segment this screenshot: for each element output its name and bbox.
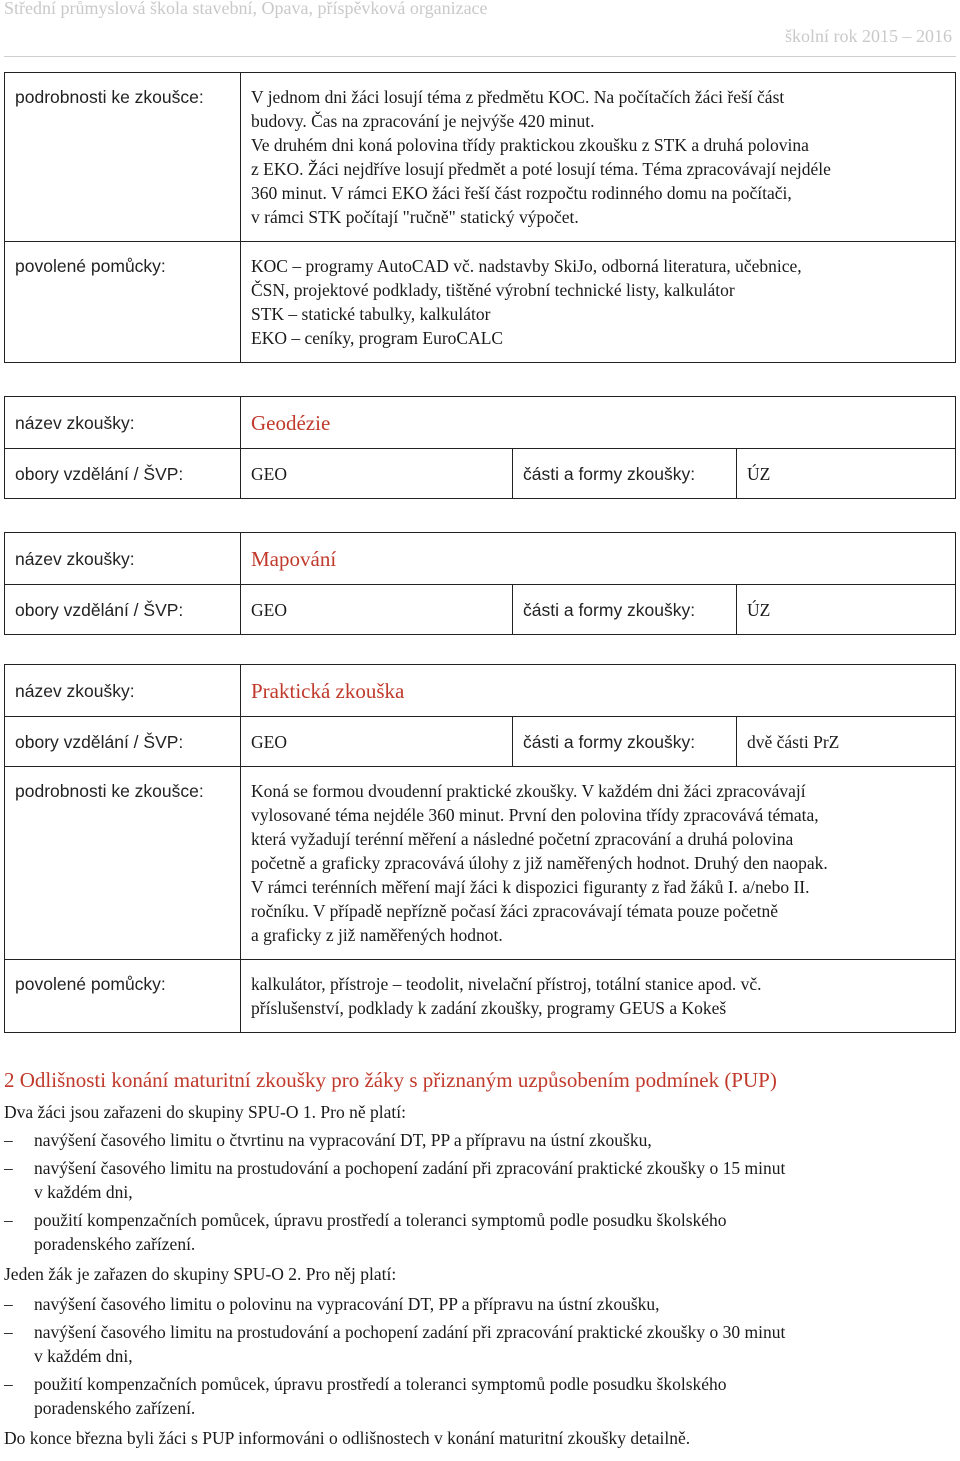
dash-bullet: – [4,1210,13,1230]
details-line: budovy. Čas na zpracování je nejvýše 420 minut. [251,111,595,131]
parts-label: části a formy zkoušky: [523,599,696,620]
field-label: obory vzdělání / ŠVP: [15,731,184,752]
field-value: GEO [251,463,287,484]
group2-list [4,1292,956,1420]
details-row [5,767,956,960]
exam-name: Mapování [251,546,337,571]
aids-line: KOC – programy AutoCAD vč. nadstavby SkiJo, odborná literatura, učebnice, [251,256,802,276]
exam-name-label: název zkoušky: [15,548,135,569]
exam-info-row [5,449,956,499]
exam-name-row [5,533,956,585]
exam-name-label: název zkoušky: [15,680,135,701]
exam-name-row [5,665,956,717]
group1-intro: Dva žáci jsou zařazeni do skupiny SPU-O 1. Pro ně platí: [4,1102,406,1122]
aids-label: povolené pomůcky: [15,974,166,994]
section-pup [4,1066,956,1450]
aids-label: povolené pomůcky: [15,256,166,276]
details-line: vylosované téma nejdéle 360 minut. První den polovina třídy zpracovává témata, [251,805,819,825]
parts-label: části a formy zkoušky: [523,463,696,484]
list-item-text: v každém dni, [34,1182,133,1202]
details-line: V rámci terénních měření mají žáci k dispozici figuranty z řad žáků I. a/nebo II. [251,877,810,897]
exam-details-table [4,72,956,363]
exam-name-label: název zkoušky: [15,412,135,433]
details-line: Koná se formou dvoudenní praktické zkoušky. V každém dni žáci zpracovávají [251,781,806,801]
exam-name: Geodézie [251,410,331,435]
exam-info-row [5,717,956,767]
header-divider [4,56,956,57]
list-item-text: poradenského zařízení. [34,1234,196,1254]
details-line: Ve druhém dni koná polovina třídy praktickou zkoušku z STK a druhá polovina [251,135,809,155]
parts-value: dvě části PrZ [747,731,840,752]
details-line: 360 minut. V rámci EKO žáci řeší část rozpočtu rodinného domu na počítači, [251,183,792,203]
list-item [4,1208,956,1256]
list-item-text: navýšení časového limitu o čtvrtinu na vypracování DT, PP a přípravu na ústní zkoušku, [34,1130,652,1150]
details-line: z EKO. Žáci nejdříve losují předmět a poté losují téma. Téma zpracovávají nejdéle [251,159,831,179]
exam-geodezie-table [4,396,956,499]
list-item [4,1156,956,1204]
section-heading: 2 Odlišnosti konání maturitní zkoušky pro žáky s přiznaným uzpůsobením podmínek (PUP) [4,1068,777,1092]
exam-prakticka-table [4,664,956,1033]
parts-value: ÚZ [747,463,771,484]
group2-intro: Jeden žák je zařazen do skupiny SPU-O 2. Pro něj platí: [4,1264,397,1284]
aids-row [5,242,956,363]
dash-bullet: – [4,1294,13,1314]
dash-bullet: – [4,1322,13,1342]
aids-line: kalkulátor, přístroje – teodolit, nivelační přístroj, totální stanice apod. vč. [251,974,762,994]
field-value: GEO [251,599,287,620]
details-line: ročníku. V případě nepřízně počasí žáci zpracovávají témata pouze početně [251,901,779,921]
field-value: GEO [251,731,287,752]
details-line: V jednom dni žáci losují téma z předmětu KOC. Na počítačích žáci řeší část [251,87,785,107]
exam-name-row [5,397,956,449]
list-item [4,1320,956,1368]
dash-bullet: – [4,1374,13,1394]
details-label: podrobnosti ke zkoušce: [15,87,204,107]
exam-mapovani-table [4,532,956,635]
list-item [4,1128,956,1152]
aids-line: EKO – ceníky, program EuroCALC [251,328,504,348]
aids-line: ČSN, projektové podklady, tištěné výrobní technické listy, kalkulátor [251,280,735,300]
list-item [4,1372,956,1420]
list-item-text: poradenského zařízení. [34,1398,196,1418]
field-label: obory vzdělání / ŠVP: [15,599,184,620]
list-item-text: v každém dni, [34,1346,133,1366]
details-line: početně a graficky zpracovává úlohy z již naměřených hodnot. Druhý den naopak. [251,853,828,873]
details-line: a graficky z již naměřených hodnot. [251,925,503,945]
exam-name: Praktická zkouška [251,678,405,703]
aids-line: příslušenství, podklady k zadání zkoušky, programy GEUS a Kokeš [251,998,727,1018]
closing-note: Do konce března byli žáci s PUP informováni o odlišnostech v konání maturitní zkoušky detailně. [4,1428,691,1448]
dash-bullet: – [4,1130,13,1150]
list-item-text: použití kompenzačních pomůcek, úpravu prostředí a toleranci symptomů podle posudku školského [34,1210,727,1230]
exam-info-row [5,585,956,635]
aids-line: STK – statické tabulky, kalkulátor [251,304,491,324]
dash-bullet: – [4,1158,13,1178]
details-line: v rámci STK počítají "ručně" statický výpočet. [251,207,579,227]
aids-row [5,960,956,1033]
parts-label: části a formy zkoušky: [523,731,696,752]
details-row [5,73,956,242]
list-item-text: navýšení časového limitu na prostudování a pochopení zadání při zpracování praktické zkoušky o 30 minut [34,1322,786,1342]
list-item-text: použití kompenzačních pomůcek, úpravu prostředí a toleranci symptomů podle posudku školského [34,1374,727,1394]
group1-list [4,1128,956,1256]
list-item [4,1292,956,1316]
field-label: obory vzdělání / ŠVP: [15,463,184,484]
details-line: která vyžadují terénní měření a následné početní zpracování a druhá polovina [251,829,794,849]
list-item-text: navýšení časového limitu o polovinu na vypracování DT, PP a přípravu na ústní zkoušku, [34,1294,660,1314]
details-label: podrobnosti ke zkoušce: [15,781,204,801]
school-year: školní rok 2015 – 2016 [784,26,952,46]
school-name: Střední průmyslová škola stavební, Opava, příspěvková organizace [4,0,488,18]
parts-value: ÚZ [747,599,771,620]
list-item-text: navýšení časového limitu na prostudování a pochopení zadání při zpracování praktické zkoušky o 15 minut [34,1158,786,1178]
